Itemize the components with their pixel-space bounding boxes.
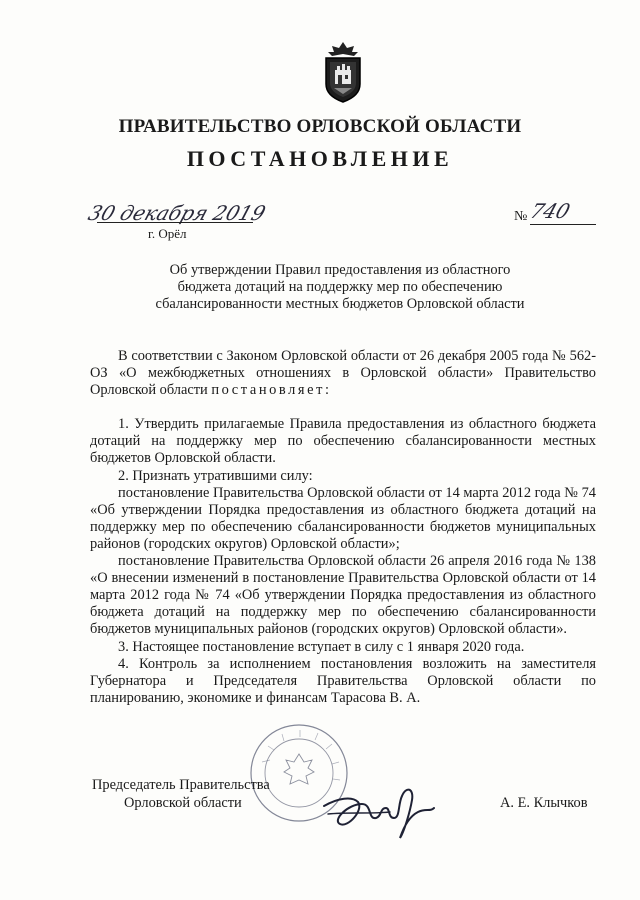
subject-line-1: Об утверждении Правил предоставления из областного: [169, 262, 511, 278]
signatory-name: А. Е. Клычков: [500, 795, 588, 811]
signatory-title-line-1: Председатель Правительства: [92, 777, 270, 793]
preamble: [90, 348, 596, 399]
signatory-title-line-2: Орловской области: [124, 795, 242, 811]
svg-text:30 декабря 2019: 30 декабря 2019: [85, 201, 269, 225]
document-body: [90, 348, 596, 707]
item-1: 1. Утвердить прилагаемые Правила предоставления из областного бюджета дотаций на поддержку мер по обеспечению сбалансированности местных бюджетов Орловской области.: [90, 416, 596, 467]
item-3: 3. Настоящее постановление вступает в силу с 1 января 2020 года.: [118, 638, 525, 655]
handwritten-number: [527, 196, 592, 226]
document-subject: [120, 262, 560, 313]
preamble-resolves: постановляет:: [211, 382, 332, 399]
handwritten-signature: [318, 768, 438, 840]
item-2b: постановление Правительства Орловской области 26 апреля 2016 года № 138 «О внесении изменений в постановление Правительства Орловской области от 14 марта 2012 года № 74 «Об утверждении Порядка предоставления из областного бюджета дотаций на поддержку мер по обеспечению сбалансированности бюджетов муниципальных районов (городских округов) Орловской области».: [90, 553, 596, 638]
item-2a: постановление Правительства Орловской области от 14 марта 2012 года № 74 «Об утверждении Порядка предоставления из областного бюджета дотаций на поддержку мер по обеспечению сбалансированности бюджетов муниципальных районов (городских округов) Орловской области»;: [90, 484, 596, 552]
number-label: №: [514, 209, 528, 224]
city: г. Орёл: [148, 226, 187, 241]
item-2: 2. Признать утратившими силу:: [118, 467, 313, 484]
number-underline: [530, 224, 596, 225]
subject-line-3: сбалансированности местных бюджетов Орловской области: [155, 296, 525, 312]
handwritten-date: [85, 198, 269, 228]
coat-of-arms-icon: [318, 40, 368, 104]
item-4: 4. Контроль за исполнением постановления возложить на заместителя Губернатора и Председателя Правительства Орловской области по планированию, экономике и финансам Тарасова В. А.: [90, 655, 596, 706]
organization-name: ПРАВИТЕЛЬСТВО ОРЛОВСКОЙ ОБЛАСТИ: [118, 116, 522, 137]
date-underline: [97, 222, 253, 223]
subject-line-2: бюджета дотаций на поддержку мер по обеспечению: [177, 279, 503, 295]
svg-text:740: 740: [527, 199, 574, 223]
document-type: ПОСТАНОВЛЕНИЕ: [186, 146, 454, 171]
preamble-text: В соответствии с Законом Орловской области от 26 декабря 2005 года № 562-ОЗ «О межбюджетных отношениях в Орловской области» Правительство Орловской области: [90, 348, 596, 399]
